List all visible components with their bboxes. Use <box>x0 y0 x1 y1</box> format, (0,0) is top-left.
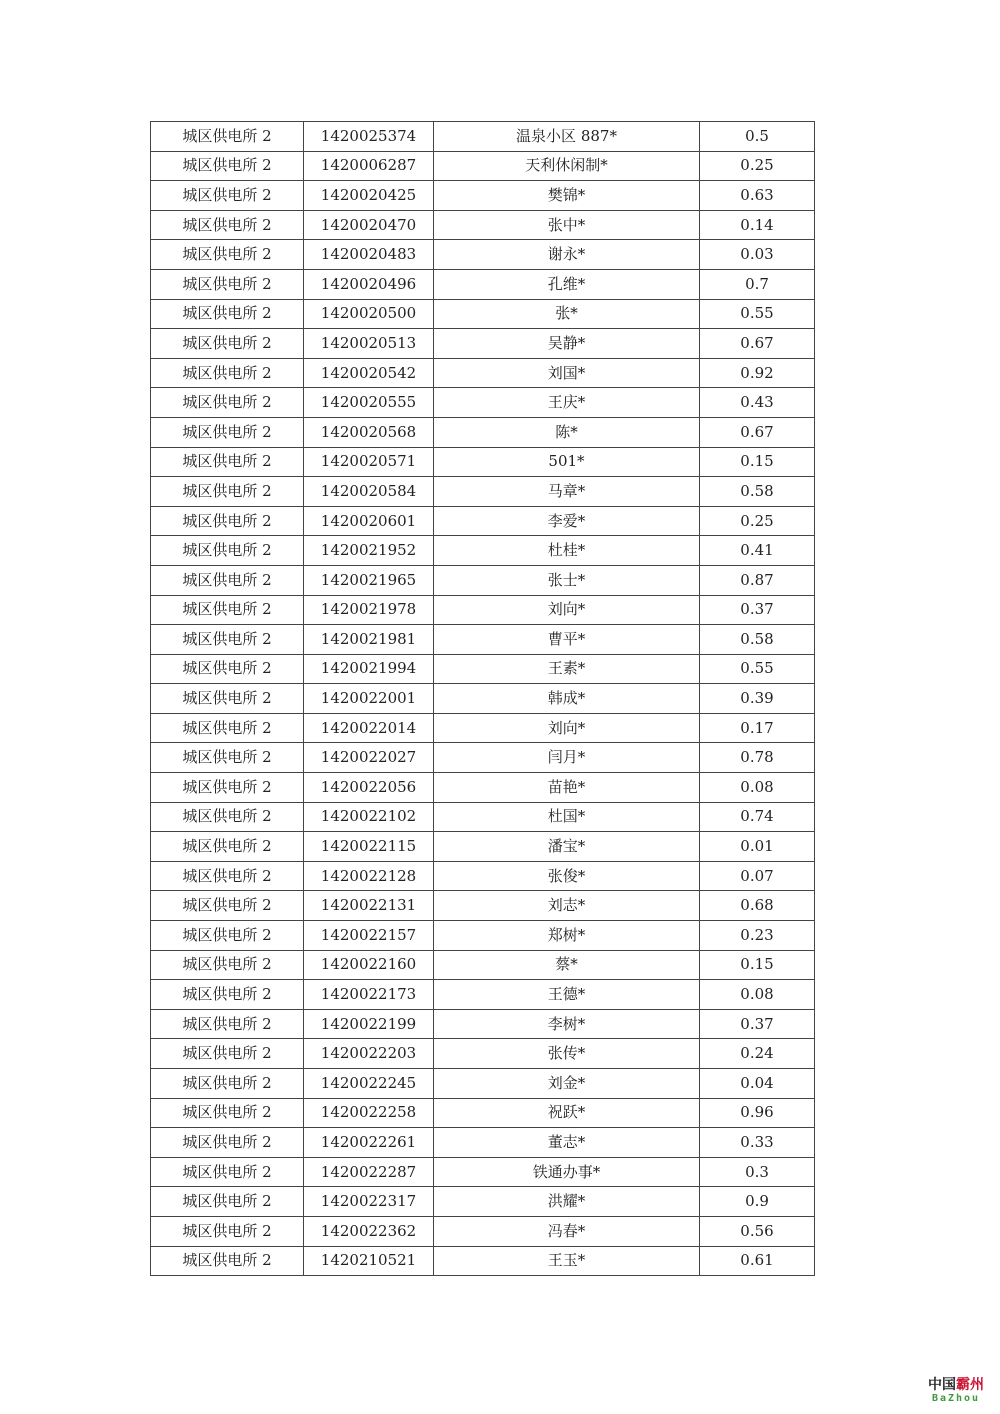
station-cell: 城区供电所 2 <box>151 477 304 507</box>
value-cell: 0.03 <box>700 240 815 270</box>
customer-name-cell: 铁通办事* <box>434 1157 700 1187</box>
account-number-cell: 1420022115 <box>304 832 434 862</box>
station-cell: 城区供电所 2 <box>151 921 304 951</box>
station-cell: 城区供电所 2 <box>151 1128 304 1158</box>
account-number-cell: 1420022027 <box>304 743 434 773</box>
table-row <box>151 1039 815 1069</box>
account-number-cell: 1420021994 <box>304 654 434 684</box>
value-cell: 0.3 <box>700 1157 815 1187</box>
customer-name-cell: 郑树* <box>434 921 700 951</box>
customer-name-cell: 天利休闲制* <box>434 151 700 181</box>
account-number-cell: 1420022261 <box>304 1128 434 1158</box>
customer-name-cell: 刘金* <box>434 1069 700 1099</box>
station-cell: 城区供电所 2 <box>151 388 304 418</box>
account-number-cell: 1420021981 <box>304 625 434 655</box>
customer-name-cell: 冯春* <box>434 1216 700 1246</box>
account-number-cell: 1420210521 <box>304 1246 434 1276</box>
station-cell: 城区供电所 2 <box>151 802 304 832</box>
value-cell: 0.55 <box>700 654 815 684</box>
table-row <box>151 1187 815 1217</box>
value-cell: 0.37 <box>700 1009 815 1039</box>
account-number-cell: 1420021965 <box>304 565 434 595</box>
customer-name-cell: 温泉小区 887* <box>434 122 700 152</box>
station-cell: 城区供电所 2 <box>151 713 304 743</box>
table-row <box>151 240 815 270</box>
value-cell: 0.67 <box>700 417 815 447</box>
station-cell: 城区供电所 2 <box>151 1187 304 1217</box>
account-number-cell: 1420022157 <box>304 921 434 951</box>
station-cell: 城区供电所 2 <box>151 181 304 211</box>
value-cell: 0.39 <box>700 684 815 714</box>
value-cell: 0.15 <box>700 447 815 477</box>
account-number-cell: 1420021952 <box>304 536 434 566</box>
customer-name-cell: 刘国* <box>434 358 700 388</box>
account-number-cell: 1420020555 <box>304 388 434 418</box>
value-cell: 0.33 <box>700 1128 815 1158</box>
table-row <box>151 122 815 152</box>
account-number-cell: 1420022362 <box>304 1216 434 1246</box>
value-cell: 0.23 <box>700 921 815 951</box>
station-cell: 城区供电所 2 <box>151 417 304 447</box>
account-number-cell: 1420006287 <box>304 151 434 181</box>
station-cell: 城区供电所 2 <box>151 743 304 773</box>
customer-name-cell: 张士* <box>434 565 700 595</box>
account-number-cell: 1420022128 <box>304 861 434 891</box>
account-number-cell: 1420020542 <box>304 358 434 388</box>
account-number-cell: 1420022287 <box>304 1157 434 1187</box>
station-cell: 城区供电所 2 <box>151 1216 304 1246</box>
customer-name-cell: 王德* <box>434 980 700 1010</box>
account-number-cell: 1420022203 <box>304 1039 434 1069</box>
station-cell: 城区供电所 2 <box>151 950 304 980</box>
station-cell: 城区供电所 2 <box>151 210 304 240</box>
table-row <box>151 269 815 299</box>
station-cell: 城区供电所 2 <box>151 565 304 595</box>
station-cell: 城区供电所 2 <box>151 891 304 921</box>
value-cell: 0.07 <box>700 861 815 891</box>
value-cell: 0.87 <box>700 565 815 595</box>
customer-name-cell: 杜桂* <box>434 536 700 566</box>
value-cell: 0.5 <box>700 122 815 152</box>
account-number-cell: 1420020483 <box>304 240 434 270</box>
account-number-cell: 1420020584 <box>304 477 434 507</box>
table-row <box>151 447 815 477</box>
watermark-chinese-text <box>928 1378 984 1392</box>
account-number-cell: 1420022001 <box>304 684 434 714</box>
table-row <box>151 1216 815 1246</box>
account-number-cell: 1420020496 <box>304 269 434 299</box>
table-row <box>151 1128 815 1158</box>
station-cell: 城区供电所 2 <box>151 1157 304 1187</box>
table-row <box>151 299 815 329</box>
customer-name-cell: 李爱* <box>434 506 700 536</box>
customer-name-cell: 闫月* <box>434 743 700 773</box>
table-row <box>151 151 815 181</box>
account-number-cell: 1420020601 <box>304 506 434 536</box>
customer-name-cell: 苗艳* <box>434 773 700 803</box>
value-cell: 0.61 <box>700 1246 815 1276</box>
watermark-latin-text: BaZhou <box>931 1393 981 1404</box>
account-number-cell: 1420020500 <box>304 299 434 329</box>
customer-name-cell: 吴静* <box>434 329 700 359</box>
customer-name-cell: 张传* <box>434 1039 700 1069</box>
table-row <box>151 1246 815 1276</box>
table-row <box>151 684 815 714</box>
station-cell: 城区供电所 2 <box>151 595 304 625</box>
customer-name-cell: 蔡* <box>434 950 700 980</box>
value-cell: 0.63 <box>700 181 815 211</box>
account-number-cell: 1420022317 <box>304 1187 434 1217</box>
table-row <box>151 1098 815 1128</box>
station-cell: 城区供电所 2 <box>151 1246 304 1276</box>
station-cell: 城区供电所 2 <box>151 240 304 270</box>
customer-name-cell: 孔维* <box>434 269 700 299</box>
account-number-cell: 1420020568 <box>304 417 434 447</box>
value-cell: 0.58 <box>700 477 815 507</box>
table-row <box>151 506 815 536</box>
value-cell: 0.68 <box>700 891 815 921</box>
customer-name-cell: 王庆* <box>434 388 700 418</box>
table-row <box>151 329 815 359</box>
account-number-cell: 1420022258 <box>304 1098 434 1128</box>
value-cell: 0.56 <box>700 1216 815 1246</box>
value-cell: 0.37 <box>700 595 815 625</box>
table-row <box>151 743 815 773</box>
station-cell: 城区供电所 2 <box>151 447 304 477</box>
customer-name-cell: 张* <box>434 299 700 329</box>
station-cell: 城区供电所 2 <box>151 1098 304 1128</box>
account-number-cell: 1420022131 <box>304 891 434 921</box>
account-number-cell: 1420022014 <box>304 713 434 743</box>
value-cell: 0.08 <box>700 773 815 803</box>
customer-name-cell: 马章* <box>434 477 700 507</box>
station-cell: 城区供电所 2 <box>151 329 304 359</box>
station-cell: 城区供电所 2 <box>151 1039 304 1069</box>
customer-name-cell: 王素* <box>434 654 700 684</box>
station-cell: 城区供电所 2 <box>151 299 304 329</box>
table-row <box>151 713 815 743</box>
account-number-cell: 1420022160 <box>304 950 434 980</box>
table-row <box>151 417 815 447</box>
customer-name-cell: 祝跃* <box>434 1098 700 1128</box>
table-row <box>151 891 815 921</box>
table-row <box>151 625 815 655</box>
customer-name-cell: 李树* <box>434 1009 700 1039</box>
account-number-cell: 1420020513 <box>304 329 434 359</box>
table-row <box>151 921 815 951</box>
value-cell: 0.7 <box>700 269 815 299</box>
table-row <box>151 477 815 507</box>
site-watermark-logo <box>928 1378 984 1404</box>
table-row <box>151 1157 815 1187</box>
customer-name-cell: 刘志* <box>434 891 700 921</box>
account-number-cell: 1420020470 <box>304 210 434 240</box>
table-row <box>151 536 815 566</box>
station-cell: 城区供电所 2 <box>151 122 304 152</box>
station-cell: 城区供电所 2 <box>151 506 304 536</box>
customer-name-cell: 陈* <box>434 417 700 447</box>
value-cell: 0.78 <box>700 743 815 773</box>
customer-name-cell: 潘宝* <box>434 832 700 862</box>
customer-name-cell: 韩成* <box>434 684 700 714</box>
station-cell: 城区供电所 2 <box>151 358 304 388</box>
value-cell: 0.15 <box>700 950 815 980</box>
account-number-cell: 1420025374 <box>304 122 434 152</box>
value-cell: 0.25 <box>700 151 815 181</box>
customer-name-cell: 董志* <box>434 1128 700 1158</box>
data-table <box>150 121 815 1276</box>
watermark-prefix: 中国 <box>928 1377 956 1393</box>
account-number-cell: 1420022173 <box>304 980 434 1010</box>
value-cell: 0.01 <box>700 832 815 862</box>
table-row <box>151 832 815 862</box>
table-row <box>151 1069 815 1099</box>
table-row <box>151 595 815 625</box>
table-row <box>151 181 815 211</box>
account-number-cell: 1420022245 <box>304 1069 434 1099</box>
table-row <box>151 210 815 240</box>
table-row <box>151 358 815 388</box>
customer-name-cell: 曹平* <box>434 625 700 655</box>
table-row <box>151 388 815 418</box>
customer-name-cell: 501* <box>434 447 700 477</box>
account-number-cell: 1420021978 <box>304 595 434 625</box>
table-row <box>151 654 815 684</box>
station-cell: 城区供电所 2 <box>151 980 304 1010</box>
customer-name-cell: 王玉* <box>434 1246 700 1276</box>
value-cell: 0.92 <box>700 358 815 388</box>
customer-name-cell: 谢永* <box>434 240 700 270</box>
customer-name-cell: 杜国* <box>434 802 700 832</box>
value-cell: 0.04 <box>700 1069 815 1099</box>
customer-name-cell: 张中* <box>434 210 700 240</box>
value-cell: 0.17 <box>700 713 815 743</box>
value-cell: 0.96 <box>700 1098 815 1128</box>
station-cell: 城区供电所 2 <box>151 861 304 891</box>
value-cell: 0.24 <box>700 1039 815 1069</box>
station-cell: 城区供电所 2 <box>151 684 304 714</box>
station-cell: 城区供电所 2 <box>151 654 304 684</box>
customer-name-cell: 刘向* <box>434 713 700 743</box>
table-row <box>151 1009 815 1039</box>
value-cell: 0.43 <box>700 388 815 418</box>
value-cell: 0.58 <box>700 625 815 655</box>
station-cell: 城区供电所 2 <box>151 625 304 655</box>
table-row <box>151 565 815 595</box>
value-cell: 0.41 <box>700 536 815 566</box>
account-number-cell: 1420022199 <box>304 1009 434 1039</box>
account-number-cell: 1420020571 <box>304 447 434 477</box>
account-number-cell: 1420020425 <box>304 181 434 211</box>
table-row <box>151 802 815 832</box>
station-cell: 城区供电所 2 <box>151 151 304 181</box>
station-cell: 城区供电所 2 <box>151 832 304 862</box>
account-number-cell: 1420022102 <box>304 802 434 832</box>
table-row <box>151 980 815 1010</box>
table-row <box>151 773 815 803</box>
value-cell: 0.14 <box>700 210 815 240</box>
station-cell: 城区供电所 2 <box>151 1009 304 1039</box>
value-cell: 0.74 <box>700 802 815 832</box>
value-cell: 0.67 <box>700 329 815 359</box>
station-cell: 城区供电所 2 <box>151 1069 304 1099</box>
station-cell: 城区供电所 2 <box>151 536 304 566</box>
customer-name-cell: 洪耀* <box>434 1187 700 1217</box>
station-cell: 城区供电所 2 <box>151 773 304 803</box>
customer-name-cell: 刘向* <box>434 595 700 625</box>
customer-name-cell: 樊锦* <box>434 181 700 211</box>
customer-name-cell: 张俊* <box>434 861 700 891</box>
account-number-cell: 1420022056 <box>304 773 434 803</box>
table-body <box>151 122 815 1276</box>
table-row <box>151 861 815 891</box>
value-cell: 0.9 <box>700 1187 815 1217</box>
station-cell: 城区供电所 2 <box>151 269 304 299</box>
watermark-accent: 霸州 <box>956 1377 984 1393</box>
value-cell: 0.25 <box>700 506 815 536</box>
value-cell: 0.08 <box>700 980 815 1010</box>
table-row <box>151 950 815 980</box>
value-cell: 0.55 <box>700 299 815 329</box>
